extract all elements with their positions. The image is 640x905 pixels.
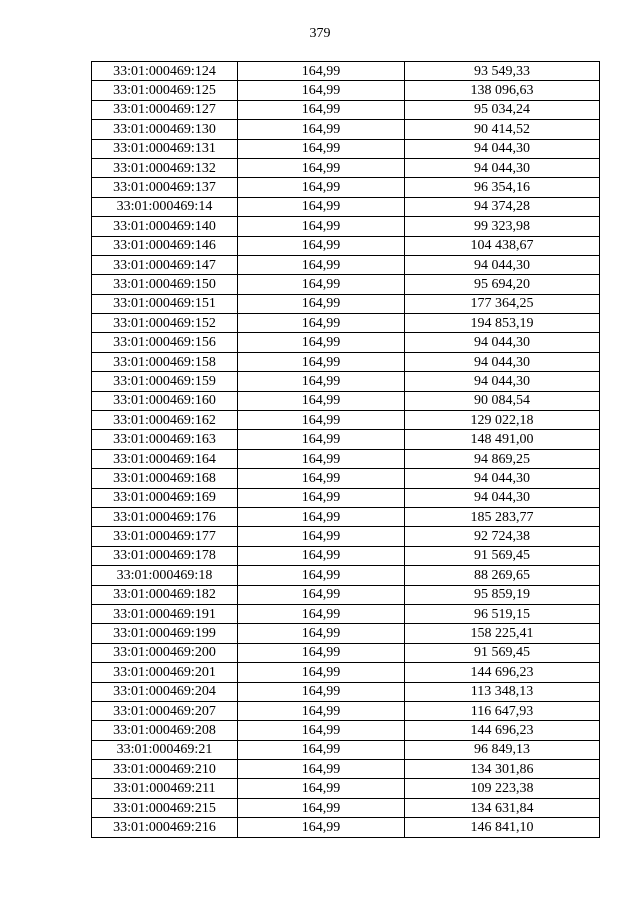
cadastral-number-cell: 33:01:000469:178 xyxy=(92,546,238,565)
rate-cell: 164,99 xyxy=(238,721,405,740)
rate-cell: 164,99 xyxy=(238,818,405,837)
value-cell: 116 647,93 xyxy=(405,701,600,720)
value-cell: 90 084,54 xyxy=(405,391,600,410)
rate-cell: 164,99 xyxy=(238,62,405,81)
rate-cell: 164,99 xyxy=(238,663,405,682)
table-row xyxy=(92,294,600,313)
table-row xyxy=(92,391,600,410)
value-cell: 158 225,41 xyxy=(405,624,600,643)
table-row xyxy=(92,158,600,177)
table-row xyxy=(92,740,600,759)
table-row xyxy=(92,120,600,139)
table-row xyxy=(92,818,600,837)
value-cell: 185 283,77 xyxy=(405,507,600,526)
value-cell: 194 853,19 xyxy=(405,314,600,333)
value-cell: 94 869,25 xyxy=(405,449,600,468)
value-cell: 94 044,30 xyxy=(405,158,600,177)
cadastral-number-cell: 33:01:000469:216 xyxy=(92,818,238,837)
value-cell: 95 034,24 xyxy=(405,100,600,119)
table-row xyxy=(92,604,600,623)
table-row xyxy=(92,217,600,236)
rate-cell: 164,99 xyxy=(238,798,405,817)
table-row xyxy=(92,333,600,352)
value-cell: 94 044,30 xyxy=(405,372,600,391)
data-table xyxy=(91,61,600,838)
cadastral-number-cell: 33:01:000469:169 xyxy=(92,488,238,507)
cadastral-number-cell: 33:01:000469:156 xyxy=(92,333,238,352)
cadastral-number-cell: 33:01:000469:18 xyxy=(92,566,238,585)
rate-cell: 164,99 xyxy=(238,624,405,643)
value-cell: 113 348,13 xyxy=(405,682,600,701)
table-row xyxy=(92,527,600,546)
cadastral-number-cell: 33:01:000469:21 xyxy=(92,740,238,759)
rate-cell: 164,99 xyxy=(238,682,405,701)
rate-cell: 164,99 xyxy=(238,197,405,216)
value-cell: 90 414,52 xyxy=(405,120,600,139)
table-row xyxy=(92,624,600,643)
rate-cell: 164,99 xyxy=(238,352,405,371)
rate-cell: 164,99 xyxy=(238,411,405,430)
table-row xyxy=(92,236,600,255)
rate-cell: 164,99 xyxy=(238,236,405,255)
rate-cell: 164,99 xyxy=(238,760,405,779)
rate-cell: 164,99 xyxy=(238,449,405,468)
value-cell: 93 549,33 xyxy=(405,62,600,81)
table-row xyxy=(92,682,600,701)
table-row xyxy=(92,255,600,274)
cadastral-number-cell: 33:01:000469:125 xyxy=(92,81,238,100)
value-cell: 94 044,30 xyxy=(405,488,600,507)
rate-cell: 164,99 xyxy=(238,643,405,662)
rate-cell: 164,99 xyxy=(238,469,405,488)
cadastral-number-cell: 33:01:000469:176 xyxy=(92,507,238,526)
table-row xyxy=(92,488,600,507)
cadastral-number-cell: 33:01:000469:191 xyxy=(92,604,238,623)
rate-cell: 164,99 xyxy=(238,527,405,546)
table-row xyxy=(92,585,600,604)
cadastral-number-cell: 33:01:000469:177 xyxy=(92,527,238,546)
table-row xyxy=(92,643,600,662)
cadastral-number-cell: 33:01:000469:127 xyxy=(92,100,238,119)
value-cell: 94 044,30 xyxy=(405,469,600,488)
rate-cell: 164,99 xyxy=(238,779,405,798)
cadastral-number-cell: 33:01:000469:150 xyxy=(92,275,238,294)
value-cell: 146 841,10 xyxy=(405,818,600,837)
value-cell: 88 269,65 xyxy=(405,566,600,585)
cadastral-number-cell: 33:01:000469:152 xyxy=(92,314,238,333)
table-row xyxy=(92,546,600,565)
cadastral-number-cell: 33:01:000469:158 xyxy=(92,352,238,371)
value-cell: 94 044,30 xyxy=(405,352,600,371)
value-cell: 129 022,18 xyxy=(405,411,600,430)
value-cell: 134 301,86 xyxy=(405,760,600,779)
value-cell: 144 696,23 xyxy=(405,663,600,682)
rate-cell: 164,99 xyxy=(238,255,405,274)
table-row xyxy=(92,721,600,740)
cadastral-number-cell: 33:01:000469:210 xyxy=(92,760,238,779)
rate-cell: 164,99 xyxy=(238,81,405,100)
cadastral-number-cell: 33:01:000469:140 xyxy=(92,217,238,236)
cadastral-number-cell: 33:01:000469:160 xyxy=(92,391,238,410)
rate-cell: 164,99 xyxy=(238,217,405,236)
table-row xyxy=(92,701,600,720)
rate-cell: 164,99 xyxy=(238,566,405,585)
value-cell: 96 519,15 xyxy=(405,604,600,623)
cadastral-number-cell: 33:01:000469:131 xyxy=(92,139,238,158)
cadastral-number-cell: 33:01:000469:199 xyxy=(92,624,238,643)
value-cell: 134 631,84 xyxy=(405,798,600,817)
rate-cell: 164,99 xyxy=(238,100,405,119)
value-cell: 95 694,20 xyxy=(405,275,600,294)
table-row xyxy=(92,275,600,294)
table-row xyxy=(92,62,600,81)
rate-cell: 164,99 xyxy=(238,314,405,333)
cadastral-number-cell: 33:01:000469:168 xyxy=(92,469,238,488)
rate-cell: 164,99 xyxy=(238,372,405,391)
table-row xyxy=(92,449,600,468)
cadastral-number-cell: 33:01:000469:147 xyxy=(92,255,238,274)
table-row xyxy=(92,469,600,488)
value-cell: 91 569,45 xyxy=(405,643,600,662)
table-row xyxy=(92,760,600,779)
cadastral-number-cell: 33:01:000469:208 xyxy=(92,721,238,740)
cadastral-number-cell: 33:01:000469:159 xyxy=(92,372,238,391)
value-cell: 91 569,45 xyxy=(405,546,600,565)
cadastral-number-cell: 33:01:000469:163 xyxy=(92,430,238,449)
cadastral-number-cell: 33:01:000469:201 xyxy=(92,663,238,682)
rate-cell: 164,99 xyxy=(238,740,405,759)
value-cell: 95 859,19 xyxy=(405,585,600,604)
table-row xyxy=(92,663,600,682)
cadastral-number-cell: 33:01:000469:130 xyxy=(92,120,238,139)
table-row xyxy=(92,178,600,197)
table-body xyxy=(92,62,600,838)
rate-cell: 164,99 xyxy=(238,158,405,177)
value-cell: 94 044,30 xyxy=(405,333,600,352)
rate-cell: 164,99 xyxy=(238,507,405,526)
cadastral-number-cell: 33:01:000469:200 xyxy=(92,643,238,662)
table-row xyxy=(92,352,600,371)
value-cell: 99 323,98 xyxy=(405,217,600,236)
value-cell: 96 849,13 xyxy=(405,740,600,759)
value-cell: 96 354,16 xyxy=(405,178,600,197)
cadastral-number-cell: 33:01:000469:164 xyxy=(92,449,238,468)
rate-cell: 164,99 xyxy=(238,391,405,410)
rate-cell: 164,99 xyxy=(238,120,405,139)
value-cell: 144 696,23 xyxy=(405,721,600,740)
value-cell: 94 374,28 xyxy=(405,197,600,216)
rate-cell: 164,99 xyxy=(238,430,405,449)
table-row xyxy=(92,566,600,585)
value-cell: 92 724,38 xyxy=(405,527,600,546)
cadastral-number-cell: 33:01:000469:211 xyxy=(92,779,238,798)
cadastral-number-cell: 33:01:000469:182 xyxy=(92,585,238,604)
table-row xyxy=(92,430,600,449)
value-cell: 94 044,30 xyxy=(405,139,600,158)
rate-cell: 164,99 xyxy=(238,294,405,313)
table-row xyxy=(92,798,600,817)
table-row xyxy=(92,372,600,391)
table-row xyxy=(92,197,600,216)
table-row xyxy=(92,100,600,119)
cadastral-number-cell: 33:01:000469:162 xyxy=(92,411,238,430)
rate-cell: 164,99 xyxy=(238,701,405,720)
value-cell: 177 364,25 xyxy=(405,294,600,313)
table-row xyxy=(92,314,600,333)
rate-cell: 164,99 xyxy=(238,333,405,352)
cadastral-number-cell: 33:01:000469:204 xyxy=(92,682,238,701)
rate-cell: 164,99 xyxy=(238,275,405,294)
cadastral-number-cell: 33:01:000469:207 xyxy=(92,701,238,720)
value-cell: 148 491,00 xyxy=(405,430,600,449)
rate-cell: 164,99 xyxy=(238,488,405,507)
cadastral-number-cell: 33:01:000469:132 xyxy=(92,158,238,177)
value-cell: 109 223,38 xyxy=(405,779,600,798)
rate-cell: 164,99 xyxy=(238,139,405,158)
table-row xyxy=(92,779,600,798)
value-cell: 138 096,63 xyxy=(405,81,600,100)
cadastral-number-cell: 33:01:000469:14 xyxy=(92,197,238,216)
table-row xyxy=(92,81,600,100)
rate-cell: 164,99 xyxy=(238,604,405,623)
table-row xyxy=(92,507,600,526)
rate-cell: 164,99 xyxy=(238,585,405,604)
cadastral-number-cell: 33:01:000469:124 xyxy=(92,62,238,81)
cadastral-number-cell: 33:01:000469:146 xyxy=(92,236,238,255)
page-number: 379 xyxy=(309,26,331,41)
table-row xyxy=(92,411,600,430)
value-cell: 104 438,67 xyxy=(405,236,600,255)
cadastral-number-cell: 33:01:000469:137 xyxy=(92,178,238,197)
value-cell: 94 044,30 xyxy=(405,255,600,274)
cadastral-number-cell: 33:01:000469:215 xyxy=(92,798,238,817)
rate-cell: 164,99 xyxy=(238,178,405,197)
cadastral-number-cell: 33:01:000469:151 xyxy=(92,294,238,313)
rate-cell: 164,99 xyxy=(238,546,405,565)
table-row xyxy=(92,139,600,158)
